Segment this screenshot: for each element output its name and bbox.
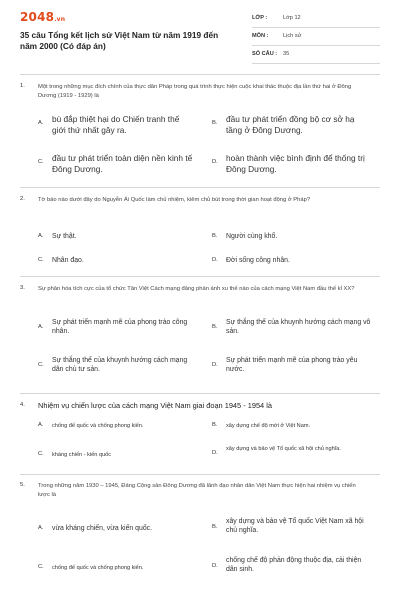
option-letter: D. [212,563,218,569]
question-number: 2. [20,196,25,202]
option-letter: A. [38,525,44,531]
question-number: 3. [20,285,25,291]
meta-table [252,10,380,64]
section-divider [20,187,380,188]
option-letter: D. [212,159,218,165]
option-text: Sự thắng thế của khuynh hướng cách mạng dân chủ tư sản. [52,357,188,374]
option-letter: C. [38,362,44,368]
question-number: 4. [20,402,25,408]
question-stem: Một trong những mục đích chính của thực dân Pháp trong quá trình thực hiện cuộc khai thác thuộc địa lần thứ hai ở Đông Dương (1919 - 1929) là [38,84,352,99]
option-text: xây dựng và bảo vệ Tổ quốc xã hội chủ nghĩa. [226,446,341,452]
question-stem: Sự phân hóa tích cực của tổ chức Tân Việt Cách mạng đảng phản ánh xu thế nào của cách mạng Việt Nam đầu thế kỉ XX? [38,286,355,292]
question-stem: Trong những năm 1930 – 1945, Đảng Cộng sản Đông Dương đã lãnh đạo nhân dân Việt Nam thực hiện hai nhiệm vụ chiến lược là [38,483,356,498]
option-text: hoàn thành việc bình định để thống trị Đông Dương. [226,153,365,174]
option-text: vừa kháng chiến, vừa kiến quốc. [52,525,153,532]
meta-value: Lớp 12 [283,15,301,21]
meta-value: Lịch sử [283,33,302,39]
section-divider [20,276,380,277]
option-text: Sự phát triển mạnh mẽ của phong trào công nhân. [52,319,188,336]
meta-key: MÔN : [252,33,269,39]
option-letter: C. [38,257,44,263]
option-letter: B. [212,233,218,239]
option-letter: B. [212,120,218,126]
option-letter: A. [38,120,44,126]
option-text: Sự thắng thế của khuynh hướng cách mạng vô sản. [226,319,371,336]
option-letter: B. [212,422,218,428]
question-number: 5. [20,482,25,488]
section-divider [20,474,380,475]
option-text: chống chế độ phản động thuộc địa, cải thiện dân sinh. [226,557,362,574]
option-letter: A. [38,422,44,428]
question-stem: Tờ báo nào dưới đây do Nguyễn Ái Quốc làm chủ nhiệm, kiêm chủ bút trong thời gian hoạt động ở Pháp? [38,197,311,203]
option-text: xây dựng và bảo vệ Tổ quốc Việt Nam xã hội chủ nghĩa. [226,518,364,535]
meta-row-class [252,10,380,28]
meta-row-subject [252,28,380,46]
option-text: Sự thật. [52,233,77,240]
question-stem: Nhiệm vụ chiến lược của cách mạng Việt Nam giai đoạn 1945 - 1954 là [38,401,272,410]
document-title: 35 câu Tổng kết lịch sử Việt Nam từ năm 1919 đến năm 2000 (Có đáp án) [20,30,219,51]
option-text: Đời sống công nhân. [226,257,290,264]
site-logo[interactable]: 2048.vn [20,10,66,24]
question-number: 1. [20,83,25,89]
option-text: Người cùng khổ. [226,233,278,240]
option-letter: B. [212,524,218,530]
option-letter: C. [38,564,44,570]
meta-key: SỐ CÂU : [252,51,278,57]
option-letter: A. [38,233,44,239]
meta-row-count [252,46,380,64]
option-letter: D. [212,257,218,263]
option-text: Sự phát triển mạnh mẽ của phong trào yêu nước. [226,357,358,374]
meta-value: 35 [283,51,290,57]
option-text: đầu tư phát triển đồng bộ cơ sở hạ tầng ở Đông Dương. [226,114,355,135]
option-text: Nhân đạo. [52,257,84,264]
option-text: kháng chiến - kiến quốc [52,452,112,458]
meta-key: LỚP : [252,15,268,21]
option-text: chống đế quốc và chống phong kiến. [52,423,144,429]
option-letter: C. [38,451,44,457]
option-letter: D. [212,362,218,368]
option-text: xây dựng chế độ mới ở Việt Nam. [226,423,311,429]
option-letter: A. [38,324,44,330]
option-letter: B. [212,324,218,330]
option-text: chống đế quốc và chống phong kiến. [52,565,144,571]
section-divider [20,74,380,75]
option-letter: D. [212,450,218,456]
option-text: đầu tư phát triển toàn diện nền kinh tế Đông Dương. [52,153,193,174]
document-header [0,0,400,74]
section-divider [20,393,380,394]
option-letter: C. [38,159,44,165]
option-text: bù đắp thiệt hại do Chiến tranh thế giới thứ nhất gây ra. [52,114,180,135]
